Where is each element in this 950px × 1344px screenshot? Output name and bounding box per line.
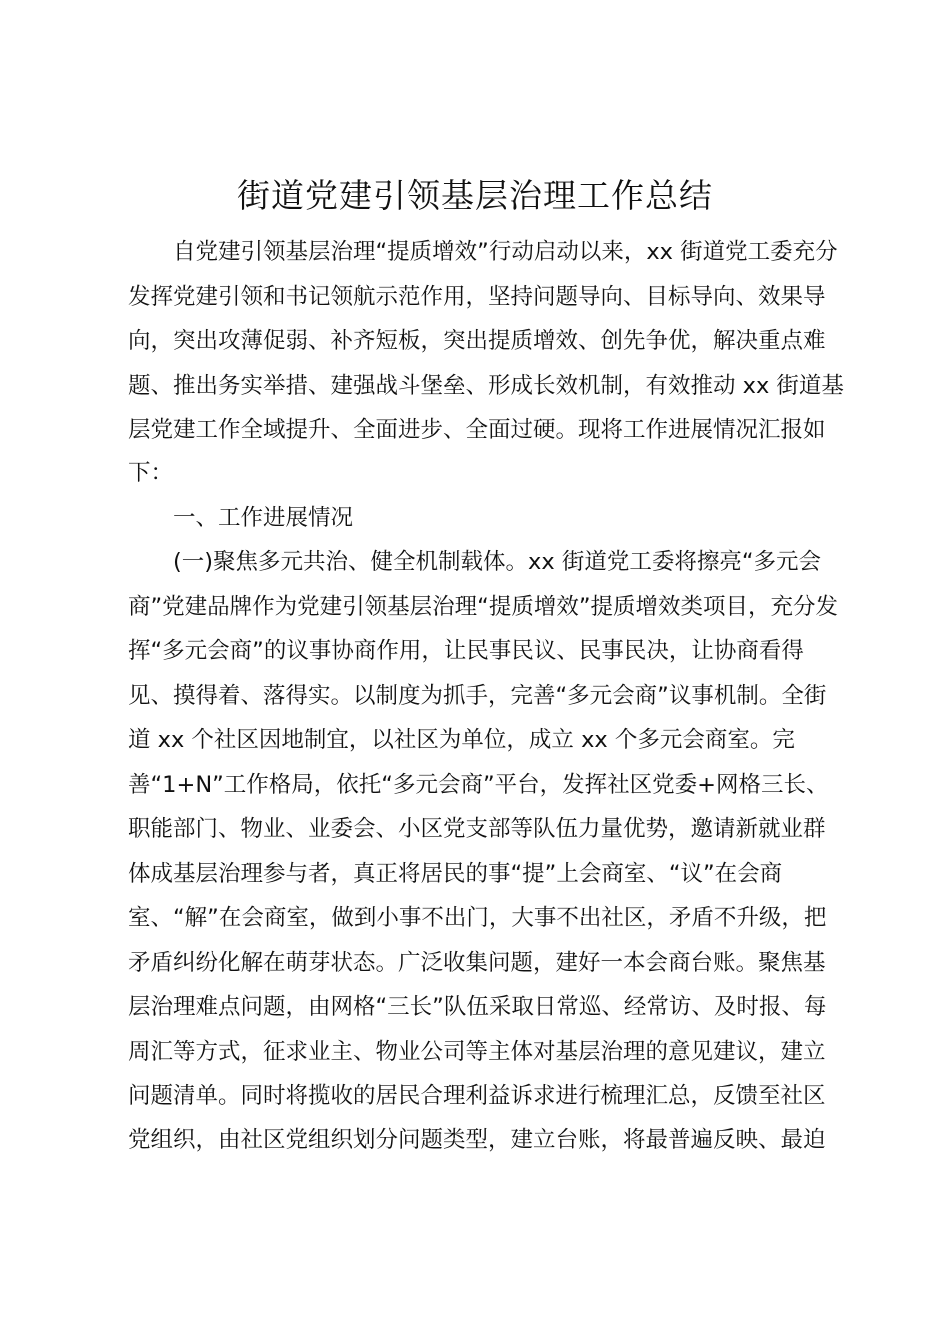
paragraph-line: (一)聚焦多元共治、健全机制载体。xx 街道党工委将擦亮“多元会 (173, 549, 821, 575)
paragraph-line: 见、摸得着、落得实。以制度为抓手，完善“多元会商”议事机制。全街 (128, 683, 827, 709)
paragraph-line: 自党建引领基层治理“提质增效”行动启动以来，xx 街道党工委充分 (173, 239, 838, 265)
paragraph-line: 层治理难点问题，由网格“三长”队伍采取日常巡、经常访、及时报、每 (128, 994, 827, 1020)
section-heading: 一、工作进展情况 (173, 505, 354, 531)
paragraph-line: 道 xx 个社区因地制宜，以社区为单位，成立 xx 个多元会商室。完 (128, 727, 795, 753)
paragraph-line: 室、“解”在会商室，做到小事不出门，大事不出社区，矛盾不升级，把 (128, 905, 827, 931)
paragraph-line: 下： (128, 460, 174, 486)
paragraph-line: 挥“多元会商”的议事协商作用，让民事民议、民事民决，让协商看得 (128, 638, 804, 664)
paragraph-line: 题、推出务实举措、建强战斗堡垒、形成长效机制，有效推动 xx 街道基 (128, 373, 844, 399)
paragraph-line: 体成基层治理参与者，真正将居民的事“提”上会商室、“议”在会商 (128, 861, 783, 887)
paragraph-line: 层党建工作全域提升、全面进步、全面过硬。现将工作进展情况汇报如 (128, 417, 826, 443)
paragraph-line: 向，突出攻薄促弱、补齐短板，突出提质增效、创先争优，解决重点难 (128, 328, 826, 354)
paragraph-line: 周汇等方式，征求业主、物业公司等主体对基层治理的意见建议，建立 (128, 1039, 826, 1065)
paragraph-line: 职能部门、物业、业委会、小区党支部等队伍力量优势，邀请新就业群 (128, 816, 826, 842)
paragraph-line: 矛盾纠纷化解在萌芽状态。广泛收集问题，建好一本会商台账。聚焦基 (128, 950, 826, 976)
paragraph-line: 善“1+N”工作格局，依托“多元会商”平台，发挥社区党委+网格三长、 (128, 772, 829, 798)
paragraph-line: 党组织，由社区党组织划分问题类型，建立台账，将最普遍反映、最迫 (128, 1127, 826, 1153)
paragraph-line: 发挥党建引领和书记领航示范作用，坚持问题导向、目标导向、效果导 (128, 284, 826, 310)
document-title: 街道党建引领基层治理工作总结 (237, 176, 713, 215)
paragraph-line: 问题清单。同时将揽收的居民合理利益诉求进行梳理汇总，反馈至社区 (128, 1083, 826, 1109)
paragraph-line: 商”党建品牌作为党建引领基层治理“提质增效”提质增效类项目，充分发 (128, 594, 838, 620)
